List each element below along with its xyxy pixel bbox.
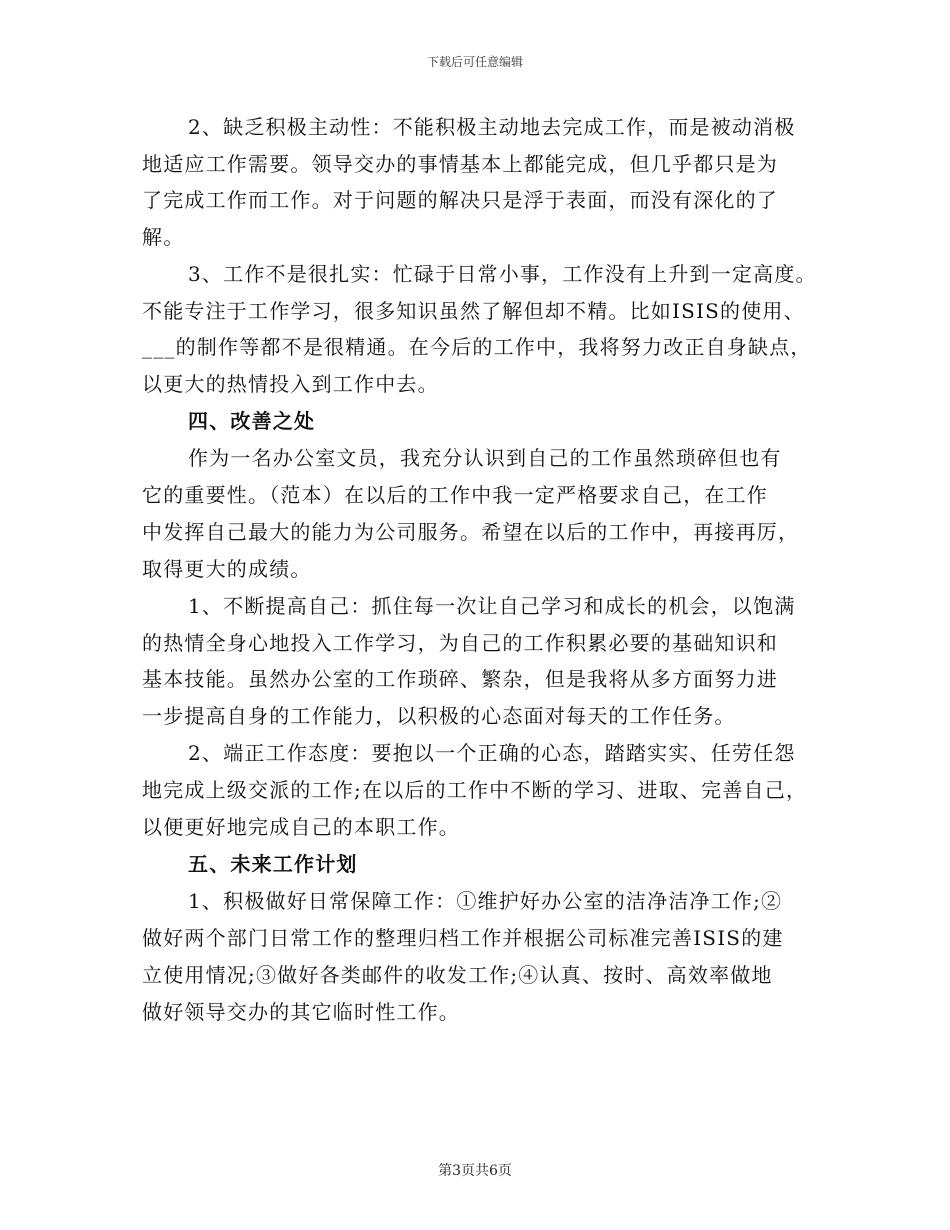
text-line: 解。 bbox=[142, 225, 185, 249]
text-line: 立使用情况;③做好各类邮件的收发工作;④认真、按时、高效率做地 bbox=[142, 963, 773, 987]
section-heading: 五、未来工作计划 bbox=[188, 852, 358, 876]
section-heading: 四、改善之处 bbox=[188, 409, 316, 433]
text-line: 1、积极做好日常保障工作：①维护好办公室的洁净洁净工作;② bbox=[188, 889, 783, 913]
text-line: 2、端正工作态度：要抱以一个正确的心态，踏踏实实、任劳任怨 bbox=[188, 741, 796, 765]
text-line: 它的重要性。（范本）在以后的工作中我一定严格要求自己，在工作 bbox=[142, 483, 768, 507]
text-line: 的热情全身心地投入工作学习，为自己的工作积累必要的基础知识和 bbox=[142, 631, 778, 655]
text-line: 3、工作不是很扎实：忙碌于日常小事，工作没有上升到一定高度。 bbox=[188, 262, 817, 286]
page-header: 下载后可任意编辑 bbox=[426, 55, 523, 69]
text-line: 取得更大的成绩。 bbox=[142, 557, 312, 581]
text-line: ___的制作等都不是很精通。在今后的工作中，我将努力改正自身缺点， bbox=[142, 335, 812, 359]
text-line: 作为一名办公室文员，我充分认识到自己的工作虽然琐碎但也有 bbox=[188, 446, 782, 470]
text-line: 基本技能。虽然办公室的工作琐碎、繁杂，但是我将从多方面努力进 bbox=[142, 667, 778, 691]
text-line: 以更大的热情投入到工作中去。 bbox=[142, 372, 439, 396]
text-line: 了完成工作而工作。对于问题的解决只是浮于表面，而没有深化的了 bbox=[142, 188, 778, 212]
text-line: 中发挥自己最大的能力为公司服务。希望在以后的工作中，再接再厉， bbox=[142, 520, 800, 544]
text-line: 地完成上级交派的工作;在以后的工作中不断的学习、进取、完善自己， bbox=[142, 778, 808, 802]
text-line: 做好两个部门日常工作的整理归档工作并根据公司标准完善ISIS的建 bbox=[142, 926, 784, 950]
text-line: 一步提高自身的工作能力，以积极的心态面对每天的工作任务。 bbox=[142, 704, 736, 728]
text-line: 2、缺乏积极主动性：不能积极主动地去完成工作，而是被动消极 bbox=[188, 115, 796, 139]
text-line: 1、不断提高自己：抓住每一次让自己学习和成长的机会，以饱满 bbox=[188, 594, 796, 618]
text-line: 地适应工作需要。领导交办的事情基本上都能完成，但几乎都只是为 bbox=[142, 152, 778, 176]
text-line: 做好领导交办的其它临时性工作。 bbox=[142, 1000, 460, 1024]
text-line: 以便更好地完成自己的本职工作。 bbox=[142, 815, 460, 839]
page-footer: 第3页共6页 bbox=[438, 1163, 512, 1179]
text-line: 不能专注于工作学习，很多知识虽然了解但却不精。比如ISIS的使用、 bbox=[142, 299, 805, 323]
